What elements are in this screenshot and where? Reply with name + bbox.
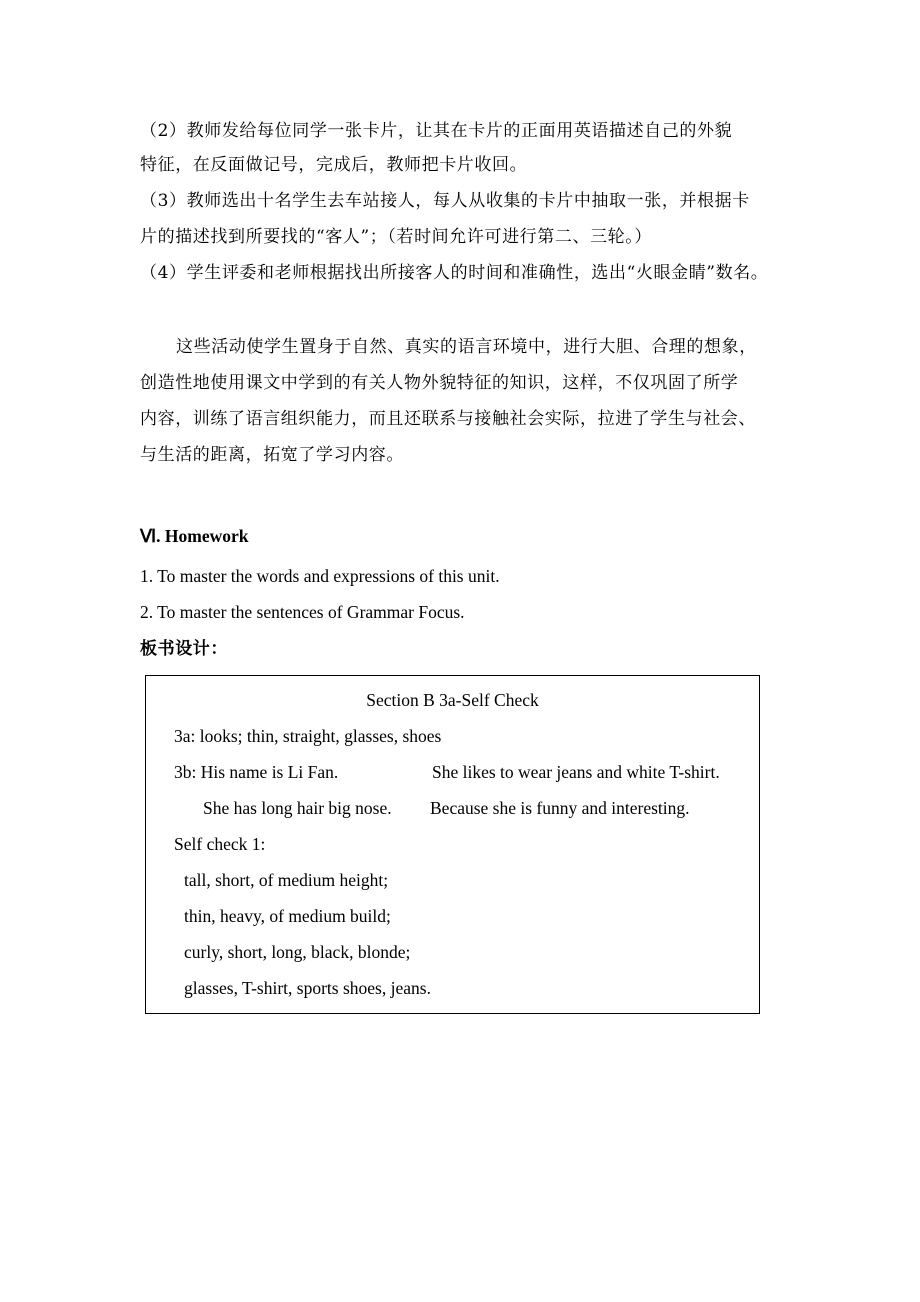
summary-line-3: 内容，训练了语言组织能力，而且还联系与接触社会实际，拉进了学生与社会、 (140, 409, 756, 429)
homework-item-1: 1. To master the words and expressions of this unit. (140, 566, 500, 586)
board-row-3a: 3a: looks; thin, straight, glasses, shoes (174, 726, 442, 746)
activity-step-2-line-2: 特征，在反面做记号，完成后，教师把卡片收回。 (140, 155, 528, 175)
board-self-check-item: tall, short, of medium height; (184, 870, 389, 890)
board-self-check-item: curly, short, long, black, blonde; (184, 942, 411, 962)
board-row-3b-left: 3b: His name is Li Fan. (174, 762, 339, 782)
activity-step-3-line-1: （3）教师选出十名学生去车站接人，每人从收集的卡片中抽取一张，并根据卡 (140, 191, 750, 211)
board-row-3b-right: She likes to wear jeans and white T-shirt. (432, 762, 720, 782)
summary-line-2: 创造性地使用课文中学到的有关人物外貌特征的知识，这样，不仅巩固了所学 (140, 373, 739, 393)
homework-item-2: 2. To master the sentences of Grammar Focus. (140, 602, 465, 622)
summary-line-1: 这些活动使学生置身于自然、真实的语言环境中，进行大胆、合理的想象， (176, 337, 757, 357)
board-design-label: 板书设计： (140, 639, 228, 659)
board-self-check-item: thin, heavy, of medium build; (184, 906, 391, 926)
board-self-check-heading: Self check 1: (174, 834, 266, 854)
homework-heading: Ⅵ. Homework (140, 526, 249, 546)
summary-line-4: 与生活的距离，拓宽了学习内容。 (140, 445, 404, 465)
board-self-check-item: glasses, T-shirt, sports shoes, jeans. (184, 978, 431, 998)
board-row-3b2-right: Because she is funny and interesting. (430, 798, 690, 818)
activity-step-4-line-1: （4）学生评委和老师根据找出所接客人的时间和准确性，选出“火眼金睛”数名。 (140, 263, 769, 283)
board-title: Section B 3a-Self Check (366, 690, 539, 710)
board-row-3b2-left: She has long hair big nose. (203, 798, 392, 818)
board-design-box (145, 675, 760, 1014)
activity-step-2-line-1: （2）教师发给每位同学一张卡片，让其在卡片的正面用英语描述自己的外貌 (140, 121, 733, 141)
activity-step-3-line-2: 片的描述找到所要找的“客人”；（若时间允许可进行第二、三轮。） (140, 227, 652, 247)
